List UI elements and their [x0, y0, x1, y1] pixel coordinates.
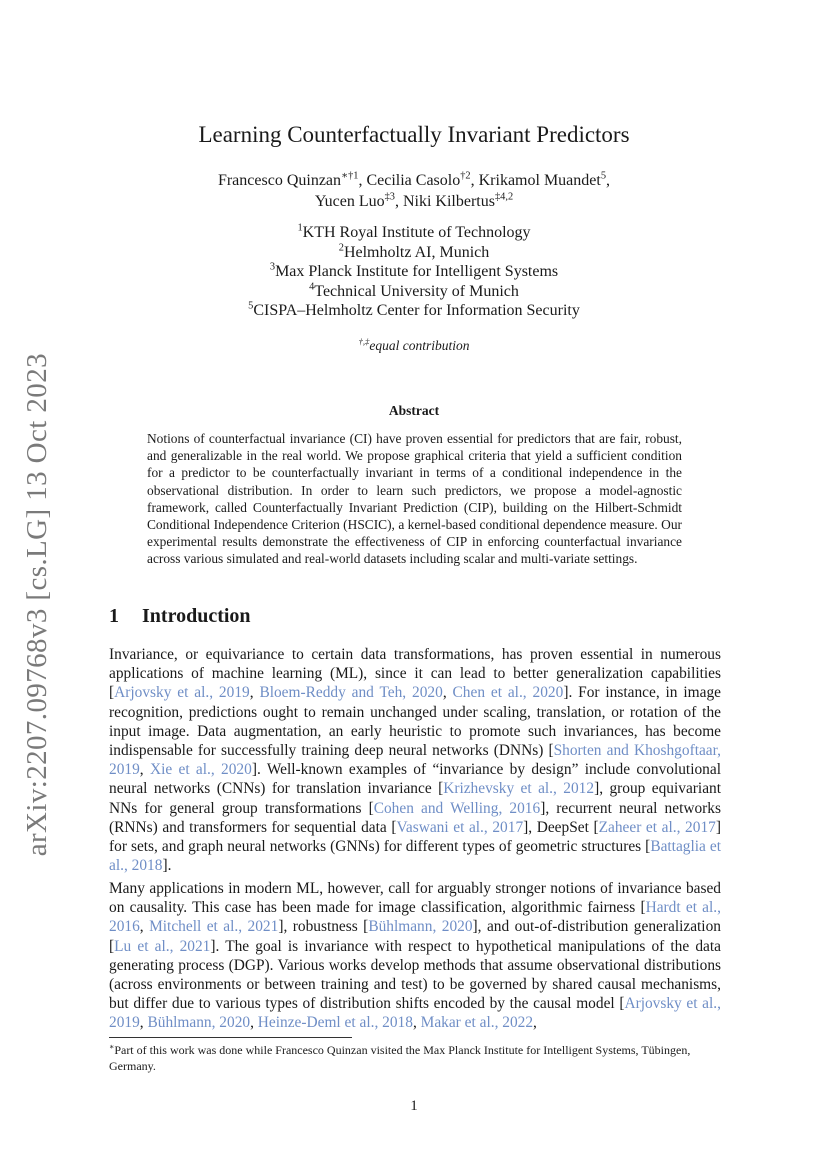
citation-link[interactable]: Makar et al., 2022: [420, 1014, 534, 1032]
paragraph-text: ], DeepSet [: [523, 818, 599, 836]
paragraph-text: ,: [139, 761, 150, 779]
paragraph-text: ,: [139, 918, 150, 936]
author-name: Krikamol Muandet: [478, 172, 601, 189]
author-name: Yucen Luo: [314, 193, 385, 210]
paragraph-text: ]. Well-known examples of “invariance by design” include convolutional neural networks (CNNs) for translation invariance [: [109, 761, 721, 798]
affiliation-name: Technical University of Munich: [314, 282, 519, 300]
arxiv-side-stamp: [16, 353, 58, 857]
author-superscript: ∗†1: [341, 170, 359, 182]
citation-link[interactable]: Arjovsky et al., 2019: [109, 995, 721, 1032]
citation-link[interactable]: Cohen and Welling, 2016: [373, 799, 541, 817]
paragraph-text: ], recurrent neural networks (RNNs) and transformers for sequential data [: [109, 799, 721, 836]
affiliation: [0, 282, 828, 302]
citation-link[interactable]: Bühlmann, 2020: [368, 918, 473, 936]
citation-link[interactable]: Bühlmann, 2020: [147, 1014, 251, 1032]
paragraph-text: ,: [139, 1014, 148, 1032]
citation-link[interactable]: Bloem-Reddy and Teh, 2020: [259, 684, 443, 702]
author-line-1: [0, 170, 828, 191]
citation-link[interactable]: Krizhevsky et al., 2012: [443, 780, 595, 798]
affiliation-number: 5: [248, 300, 254, 312]
author-line-2: [0, 191, 828, 212]
author-name: Cecilia Casolo: [366, 172, 461, 189]
abstract-heading: Abstract: [388, 403, 440, 418]
affiliation-name: CISPA–Helmholtz Center for Information Security: [253, 302, 580, 319]
paragraph-text: ].: [162, 857, 172, 875]
affiliation-number: 1: [297, 222, 303, 234]
citation-link[interactable]: Battaglia et al., 2018: [109, 838, 721, 875]
equal-contribution-note: [0, 338, 828, 354]
citation-link[interactable]: Heinze-Deml et al., 2018: [257, 1014, 413, 1032]
affiliation: [0, 301, 828, 321]
footnote: [109, 1042, 721, 1074]
citation-link[interactable]: Shorten and Khoshgoftaar, 2019: [109, 742, 721, 779]
paragraph-text: ]. The goal is invariance with respect to hypothetical manipulations of the data generating process (DGP). Various works develop methods that assume observational distributions (across environments or between training and test) to be governed by shared causal mechanisms, but differ due to various types of distribution shifts encoded by the causal model [: [109, 937, 721, 1013]
affiliation-number: 3: [269, 261, 276, 273]
affiliation-list: [0, 223, 828, 321]
section-number: 1: [109, 605, 119, 627]
footnote-mark: ∗: [109, 1042, 115, 1051]
paragraph-text: ,: [249, 684, 260, 702]
page-number: 1: [410, 1098, 418, 1114]
author-separator: ,: [358, 172, 367, 189]
author-superscript: ‡4,2: [494, 191, 514, 203]
citation-link[interactable]: Arjovsky et al., 2019: [114, 684, 250, 702]
citation-link[interactable]: Vaswani et al., 2017: [396, 818, 524, 836]
affiliation-name: Max Planck Institute for Intelligent Systems: [275, 263, 559, 280]
paragraph-text: ,: [412, 1014, 421, 1032]
author-superscript: †2: [460, 170, 471, 182]
equal-contribution-text: equal contribution: [369, 338, 470, 353]
affiliation-number: 4: [309, 281, 315, 293]
citation-link[interactable]: Mitchell et al., 2021: [149, 918, 279, 936]
citation-link[interactable]: Hardt et al., 2016: [109, 899, 721, 936]
section-heading: [109, 605, 251, 628]
affiliation-number: 2: [338, 242, 344, 254]
citation-link[interactable]: Lu et al., 2021: [114, 937, 211, 955]
footnote-divider: [109, 1037, 352, 1038]
arxiv-identifier: arXiv:2207.09768v3 [cs.LG] 13 Oct 2023: [20, 353, 53, 857]
paragraph-text: ,: [533, 1014, 537, 1032]
paragraph-text: ], and out-of-distribution generalization [: [109, 918, 721, 955]
paragraph-text: Many applications in modern ML, however, call for arguably stronger notions of invariance based on causality. This case has been made for image classification, algorithmic fairness [: [109, 880, 721, 917]
section-title: Introduction: [142, 605, 251, 627]
affiliation: [0, 262, 828, 282]
affiliation-name: KTH Royal Institute of Technology: [302, 224, 531, 241]
author-line-end: ,: [606, 172, 611, 189]
paragraph-text: ]. For instance, in image recognition, predictions ought to remain unchanged under scaling, translation, or rotation of the input image. Data augmentation, an early heuristic to promote such invariances, has become indispensable for successfully training deep neural networks (DNNs) [: [109, 684, 721, 760]
paragraph-text: Invariance, or equivariance to certain data transformations, has proven essential in numerous applications of machine learning (ML), since it can lead to better generalization capabilities [: [109, 646, 721, 702]
paragraph-text: ,: [250, 1014, 258, 1032]
author-list: [0, 170, 828, 212]
intro-paragraph-1: [109, 645, 721, 875]
paper-title: Learning Counterfactually Invariant Predictors: [198, 122, 630, 147]
footnote-text: Part of this work was done while Francesco Quinzan visited the Max Planck Institute for Intelligent Systems, Tübingen, Germany.: [109, 1043, 691, 1073]
citation-link[interactable]: Xie et al., 2020: [149, 761, 252, 779]
intro-paragraph-2: [109, 879, 721, 1033]
citation-link[interactable]: Zaheer et al., 2017: [598, 818, 716, 836]
affiliation-name: Helmholtz AI, Munich: [343, 243, 490, 261]
paragraph-text: ,: [442, 684, 453, 702]
author-name: Niki Kilbertus: [402, 193, 495, 210]
affiliation: [0, 243, 828, 263]
author-name: Francesco Quinzan: [217, 172, 342, 189]
equal-contribution-marks: †,‡: [358, 336, 370, 347]
paragraph-text: ], robustness [: [278, 918, 369, 936]
author-superscript: 5: [600, 170, 607, 182]
author-superscript: ‡3: [384, 191, 395, 203]
abstract-text: Notions of counterfactual invariance (CI) have proven essential for predictors that are fair, robust, and generalizable in the real world. We propose graphical criteria that yield a sufficient condition for a predictor to be counterfactually invariant in terms of a conditional independence in the observational distribution. In order to learn such predictors, we propose a model-agnostic framework, called Counterfactually Invariant Prediction (CIP), building on the Hilbert-Schmidt Conditional Independence Criterion (HSCIC), a kernel-based conditional dependence measure. Our experimental results demonstrate the effectiveness of CIP in enforcing counterfactual invariance across various simulated and real-world datasets including scalar and multi-variate settings.: [147, 431, 682, 567]
author-separator: ,: [394, 193, 403, 210]
affiliation: [0, 223, 828, 243]
author-separator: ,: [470, 172, 479, 189]
citation-link[interactable]: Chen et al., 2020: [452, 684, 564, 702]
paragraph-text: ], group equivariant NNs for general group transformations [: [109, 780, 722, 817]
paragraph-text: ] for sets, and graph neural networks (GNNs) for different types of geometric structures [: [109, 818, 721, 856]
